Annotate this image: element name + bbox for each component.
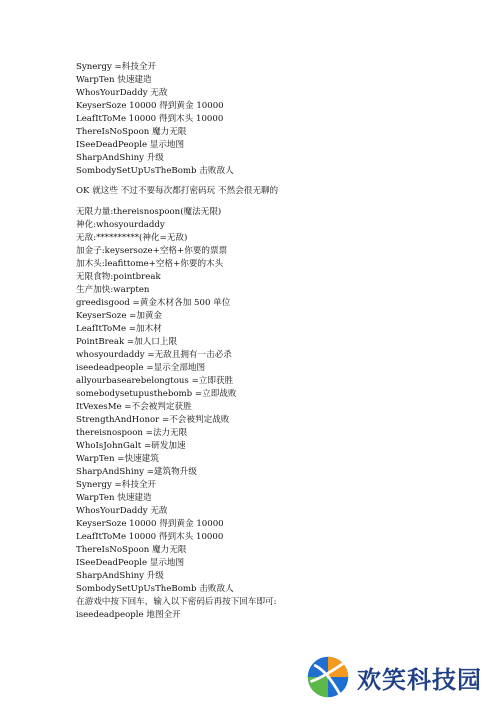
text-line: 神化:whosyourdaddy (76, 220, 165, 230)
text-line: SharpAndShiny 升级 (76, 153, 164, 163)
cheat-list-block-1 (76, 61, 476, 178)
text-line: WarpTen 快速建造 (76, 493, 152, 503)
text-line: LeafItToMe =加木材 (76, 324, 162, 334)
document-body (76, 61, 476, 622)
text-line: KeyserSoze =加黄金 (76, 311, 163, 321)
text-line: iseedeadpeople 地图全开 (76, 610, 181, 620)
text-line: 加金子:keysersoze+空格+你要的票票 (76, 246, 228, 256)
text-line: SombodySetUpUsTheBomb 击败敌人 (76, 166, 234, 176)
watermark-text: 欢笑科技园 (357, 665, 482, 694)
text-line: StrengthAndHonor =不会被判定战败 (76, 415, 230, 425)
text-line: SharpAndShiny =建筑物升级 (76, 467, 197, 477)
spacer (76, 178, 476, 185)
site-watermark (305, 655, 495, 699)
text-line: ItVexesMe =不会被判定获胜 (76, 402, 192, 412)
text-line: LeafItToMe 10000 得到木头 10000 (76, 532, 224, 542)
text-line: Synergy =科技全开 (76, 62, 157, 72)
text-line: 在游戏中按下回车，输入以下密码后再按下回车即可: (76, 597, 277, 607)
text-line: 无限食物:pointbreak (76, 272, 161, 282)
text-line: ThereIsNoSpoon 魔力无限 (76, 545, 187, 555)
text-line: WarpTen =快速建筑 (76, 454, 159, 464)
text-line: ThereIsNoSpoon 魔力无限 (76, 127, 187, 137)
text-line: WhoIsJohnGalt =研发加速 (76, 441, 186, 451)
text-line: WhosYourDaddy 无敌 (76, 506, 168, 516)
text-line: WhosYourDaddy 无敌 (76, 88, 168, 98)
text-line: 无敌:**********(神化=无敌) (76, 233, 188, 243)
text-line: KeyserSoze 10000 得到黄金 10000 (76, 101, 224, 111)
text-line: whosyourdaddy =无敌且拥有一击必杀 (76, 350, 232, 360)
text-line: ISeeDeadPeople 显示地图 (76, 558, 185, 568)
text-line: Synergy =科技全开 (76, 480, 157, 490)
text-line: 生产加快:warpten (76, 285, 150, 295)
text-line: allyourbasearebelongtous =立即获胜 (76, 376, 234, 386)
text-line: somebodysetupusthebomb =立即战败 (76, 389, 237, 399)
text-line: thereisnospoon =法力无限 (76, 428, 188, 438)
note-line: OK 就这些 不过不要每次都打密码玩 不然会很无聊的 (76, 186, 279, 196)
text-line: KeyserSoze 10000 得到黄金 10000 (76, 519, 224, 529)
text-line: greedisgood =黄金木材各加 500 单位 (76, 298, 231, 308)
text-line: PointBreak =加人口上限 (76, 337, 178, 347)
text-line: iseedeadpeople =显示全部地图 (76, 363, 206, 373)
cheat-list-block-2 (76, 206, 476, 622)
multicolor-sphere-logo-icon (305, 654, 351, 700)
text-line: WarpTen 快速建造 (76, 75, 152, 85)
spacer (76, 198, 476, 206)
text-line: 加木头:leafittome+空格+你要的木头 (76, 259, 224, 269)
text-line: SharpAndShiny 升级 (76, 571, 164, 581)
text-line: LeafItToMe 10000 得到木头 10000 (76, 114, 224, 124)
text-line: ISeeDeadPeople 显示地图 (76, 140, 185, 150)
text-line: 无限力量:thereisnospoon(魔法无限) (76, 207, 222, 217)
text-line: SombodySetUpUsTheBomb 击败敌人 (76, 584, 234, 594)
